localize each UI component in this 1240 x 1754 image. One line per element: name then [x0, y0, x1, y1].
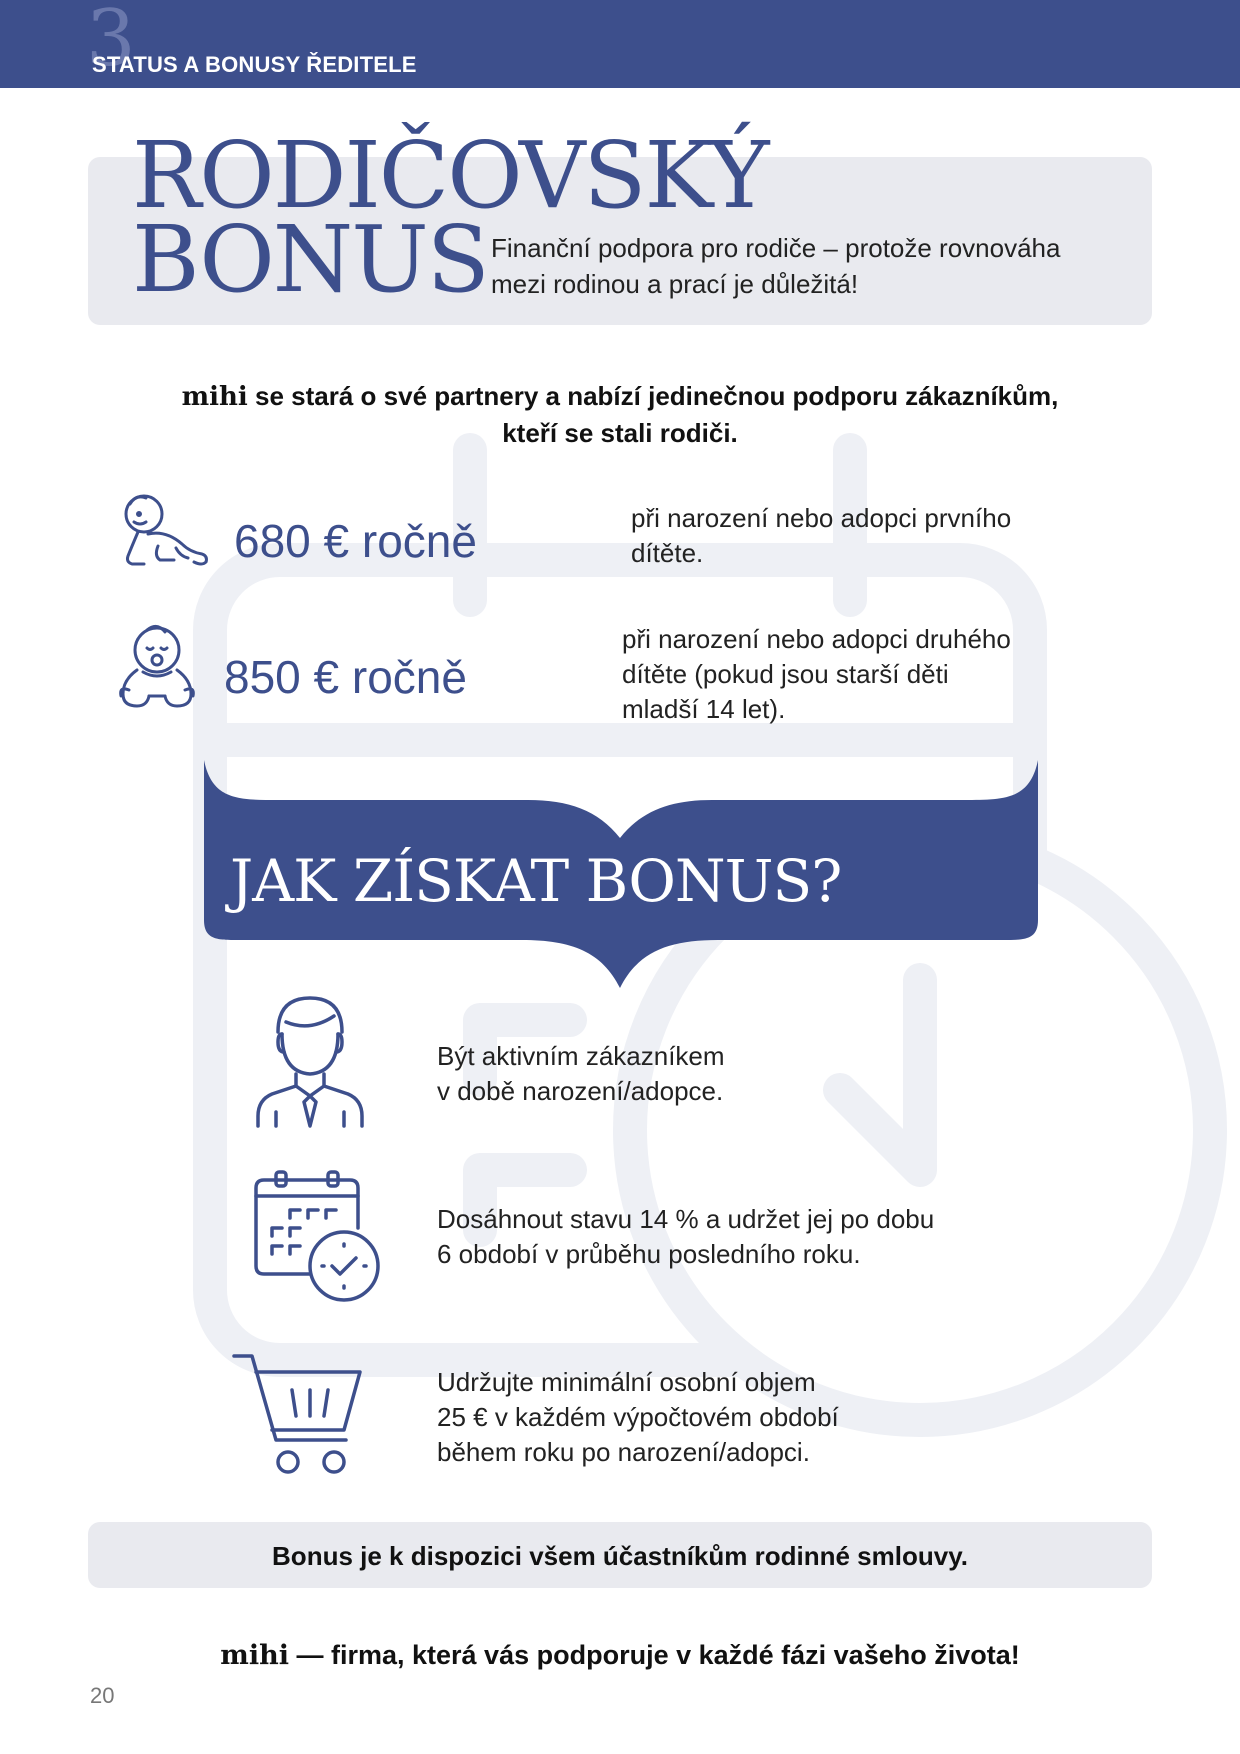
footer-brand: mihi — [220, 1640, 289, 1671]
brand-name: mihi — [181, 382, 248, 412]
bonus-amount-second-child: 850 € ročně — [224, 651, 467, 703]
step-minimum-volume — [437, 1365, 997, 1470]
intro-line1 — [90, 378, 1150, 415]
shopping-cart-icon — [230, 1350, 370, 1480]
bonus-desc-second-line1: při narození nebo adopci druhého — [622, 624, 1011, 654]
bonus-desc-first-child — [631, 501, 1091, 571]
crawling-baby-icon — [118, 490, 210, 570]
bonus-desc-second-line2: dítěte (pokud jsou starší děti — [622, 659, 949, 689]
subtitle-line1: Finanční podpora pro rodiče – protože rovnováha — [491, 233, 1061, 263]
step-maintain-level — [437, 1202, 997, 1272]
bonus-desc-first-line2: dítěte. — [631, 538, 704, 568]
step3-line1: Udržujte minimální osobní objem — [437, 1367, 816, 1397]
page-number: 20 — [90, 1683, 115, 1708]
step3-line2: 25 € v každém výpočtovém období — [437, 1402, 839, 1432]
step2-line2: 6 období v průběhu posledního roku. — [437, 1239, 861, 1269]
step3-line3: během roku po narození/adopci. — [437, 1437, 810, 1467]
subtitle-line2: mezi rodinou a prací je důležitá! — [491, 269, 859, 299]
note-text: Bonus je k dispozici všem účastníkům rodinné smlouvy. — [272, 1541, 968, 1571]
person-icon — [252, 994, 368, 1128]
chapter-number: 3 — [86, 0, 136, 84]
baby-with-pacifier-icon — [113, 620, 201, 712]
banner-heading: JAK ZÍSKAT BONUS? — [230, 847, 842, 915]
bonus-desc-first-line1: při narození nebo adopci prvního — [631, 503, 1012, 533]
bonus-amount-first-child: 680 € ročně — [234, 515, 477, 567]
footer-slogan — [88, 1637, 1152, 1674]
intro-line2: kteří se stali rodiči. — [502, 418, 738, 448]
page-title-line1: RODIČOVSKÝ — [132, 122, 768, 229]
step2-line1: Dosáhnout stavu 14 % a udržet jej po dobu — [437, 1204, 935, 1234]
step1-line1: Být aktivním zákazníkem — [437, 1041, 725, 1071]
page-title-line2: BONUS — [132, 206, 488, 313]
step1-line2: v době narození/adopce. — [437, 1076, 724, 1106]
footer-text: — firma, která vás podporuje v každé fázi vašeho života! — [288, 1640, 1020, 1670]
chapter-title: STATUS A BONUSY ŘEDITELE — [92, 52, 417, 77]
page-subtitle — [491, 230, 1131, 302]
bonus-desc-second-line3: mladší 14 let). — [622, 694, 786, 724]
intro-text — [90, 378, 1150, 451]
intro-line1-text: se stará o své partnery a nabízí jedinečnou podporu zákazníkům, — [247, 381, 1059, 411]
step-active-customer — [437, 1039, 997, 1109]
bonus-desc-second-child — [622, 622, 1082, 727]
calendar-clock-icon — [250, 1170, 384, 1304]
